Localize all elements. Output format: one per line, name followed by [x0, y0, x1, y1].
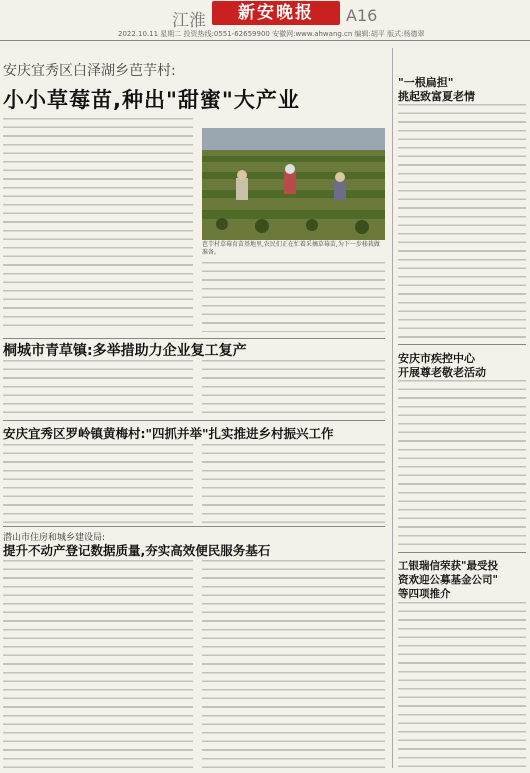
lead-kicker: 安庆宜秀区白泽湖乡芭芋村: — [3, 63, 176, 79]
article4-kicker: 潜山市住房和城乡建设局: — [3, 533, 106, 543]
article4-body-col1 — [3, 560, 193, 770]
strawberry-farm-photo — [202, 128, 385, 240]
article4-headline: 提升不动产登记数据质量,夯实高效便民服务基石 — [3, 543, 271, 558]
section-rule — [398, 344, 526, 345]
sidebar1-headline-line1: "一根扁担" — [398, 76, 454, 89]
section-rule — [398, 552, 526, 553]
sidebar1-headline-line2: 挑起致富夏老情 — [398, 90, 475, 103]
sidebar2-headline-line2: 开展尊老敬老活动 — [398, 366, 486, 379]
article3-body-col1 — [3, 444, 193, 524]
sidebar2-headline-line1: 安庆市疾控中心 — [398, 352, 475, 365]
article2-body-col1 — [3, 360, 193, 416]
sidebar2-body — [398, 380, 526, 548]
article3-headline: 安庆宜秀区罗岭镇黄梅村:"四抓并举"扎实推进乡村振兴工作 — [3, 426, 334, 441]
meta-line: 2022.10.11 星期二 投资热线:0551-62659900 安徽网:www.ahwang.cn 编辑:胡平 版式:杨德翠 — [118, 30, 425, 38]
section-rule — [3, 526, 385, 527]
sidebar3-body — [398, 602, 526, 770]
masthead — [0, 0, 530, 30]
article4-body-col2 — [202, 560, 385, 770]
page-number: A16 — [346, 6, 378, 25]
lead-photo-caption: 芭芋村草莓育苗基地里,农民们正在忙着采摘草莓苗,为下一步移栽做准备。 — [202, 241, 380, 256]
sidebar1-body — [398, 104, 526, 340]
sidebar3-headline-line1: 工银瑞信荣获"最受投 — [398, 560, 498, 572]
header-rule — [0, 40, 530, 41]
lead-body-col1 — [3, 118, 193, 332]
masthead-region: 江淮 — [172, 11, 206, 31]
article3-body-col2 — [202, 444, 385, 524]
lead-body-col2 — [202, 262, 385, 332]
section-rule — [3, 420, 385, 421]
column-divider — [392, 48, 393, 768]
article2-headline: 桐城市青草镇:多举措助力企业复工复产 — [3, 343, 247, 359]
lead-headline: 小小草莓苗,种出"甜蜜"大产业 — [3, 88, 300, 112]
article2-body-col2 — [202, 360, 385, 416]
newspaper-logo: 新安晚报 — [212, 1, 340, 25]
section-rule — [3, 338, 385, 339]
sidebar3-headline-line2: 资欢迎公募基金公司" — [398, 574, 498, 586]
sidebar3-headline-line3: 等四项推介 — [398, 588, 451, 600]
